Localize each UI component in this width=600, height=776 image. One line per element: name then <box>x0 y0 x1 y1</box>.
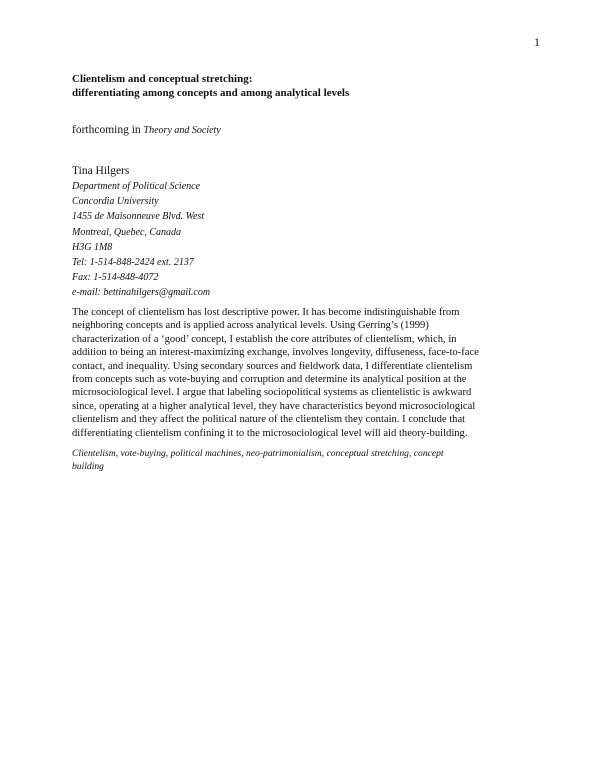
abstract-line: characterization of a ‘good’ concept, I establish the core attributes of clientelism, which, in <box>72 333 457 345</box>
abstract-line: neighboring concepts and is applied across analytical levels. Using Gerring’s (1999) <box>72 320 429 332</box>
abstract-line: addition to being an interest-maximizing exchange, involves longevity, diffuseness, face-to-face <box>72 347 479 359</box>
affiliation-fax: Fax: 1-514-848-4072 <box>72 272 159 284</box>
title-line-1: Clientelism and conceptual stretching: <box>72 73 253 85</box>
abstract-line: clientelism and they affect the political nature of the clientelism they contain. I conclude that <box>72 414 466 426</box>
abstract-line: since, operating at a higher analytical level, they have characteristics beyond microsociological <box>72 400 476 412</box>
publication-prefix: forthcoming in <box>72 124 144 136</box>
affiliation-city: Montreal, Quebec, Canada <box>72 226 182 238</box>
keywords <box>72 447 537 474</box>
title-line-2: differentiating among concepts and among analytical levels <box>72 87 350 99</box>
keywords-line: building <box>72 461 104 473</box>
abstract-line: contact, and inequality. Using secondary sources and fieldwork data, I differentiate clientelism <box>72 360 473 372</box>
page-number: 1 <box>534 35 540 49</box>
affiliation-postal-code: H3G 1M8 <box>72 241 113 253</box>
abstract-line: from concepts such as vote-buying and corruption and determine its analytical position at the <box>72 374 467 386</box>
abstract <box>72 306 532 440</box>
keywords-line: Clientelism, vote-buying, political machines, neo-patrimonialism, conceptual stretching, concept <box>72 448 444 459</box>
affiliation-email[interactable]: e-mail: bettinahilgers@gmail.com <box>72 287 211 299</box>
publication-note <box>72 124 221 136</box>
affiliation-university: Concordia University <box>72 196 159 208</box>
abstract-line: differentiating clientelism confining it to the microsociological level will aid theory-building. <box>72 427 468 439</box>
journal-name: Theory and Society <box>143 125 221 136</box>
author-block <box>72 164 472 301</box>
abstract-line: The concept of clientelism has lost descriptive power. It has become indistinguishable from <box>72 307 460 318</box>
affiliation-department: Department of Political Science <box>72 181 201 192</box>
affiliation-telephone: Tel: 1-514-848-2424 ext. 2137 <box>72 257 194 269</box>
author-name: Tina Hilgers <box>72 165 130 177</box>
abstract-line: microsociological level. I argue that labeling sociopolitical systems as clientelistic is awkward <box>72 387 472 399</box>
paper-title <box>72 72 542 100</box>
affiliation-street: 1455 de Maisonneuve Blvd. West <box>72 211 205 223</box>
